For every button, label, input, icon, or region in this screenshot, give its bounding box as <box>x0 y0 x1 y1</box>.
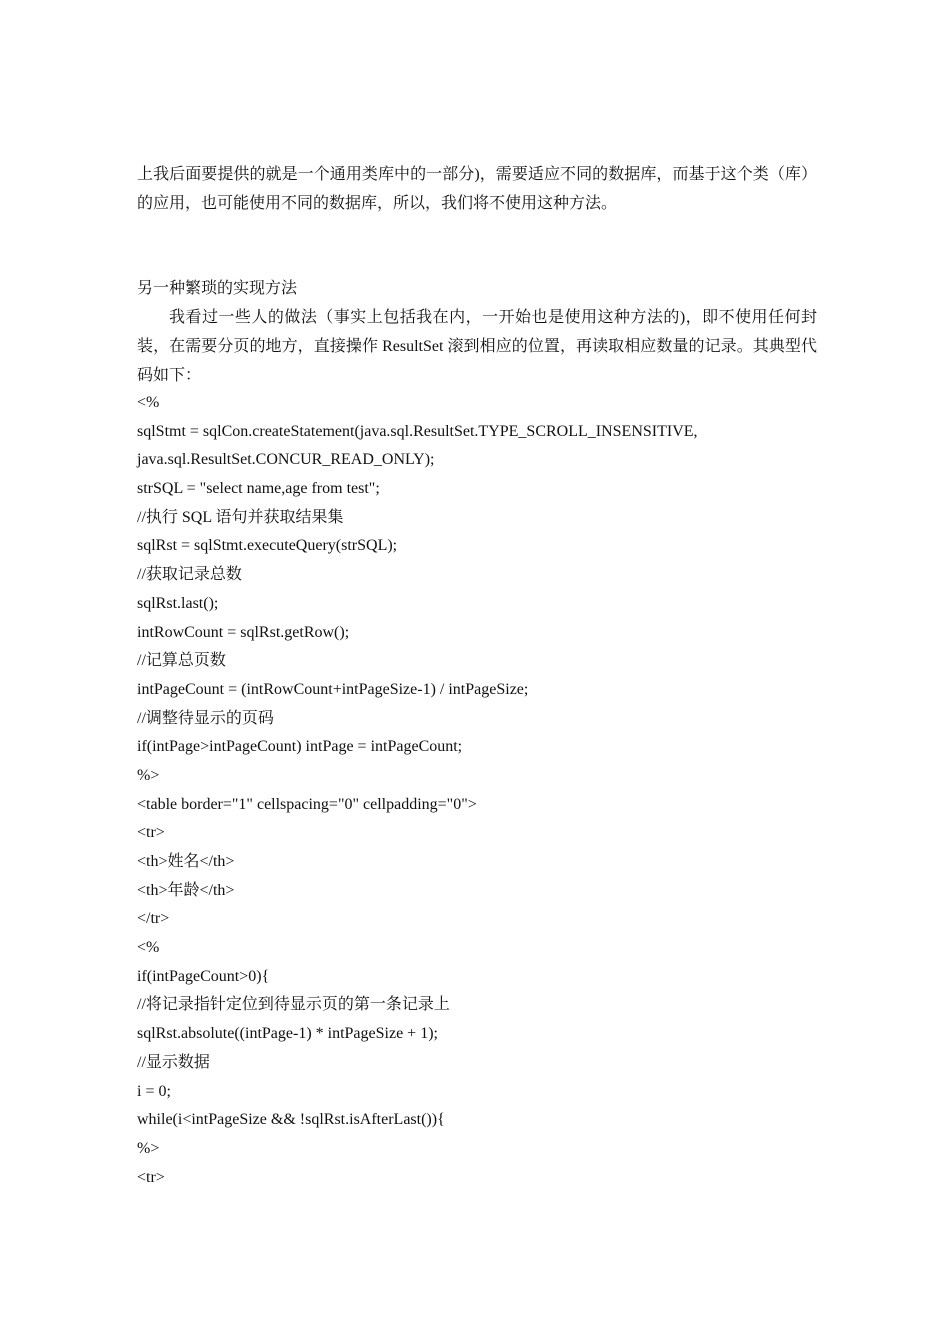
code-line: strSQL = "select name,age from test"; <box>137 480 380 498</box>
code-line: <tr> <box>137 824 165 842</box>
code-line: <th>年龄</th> <box>137 881 235 899</box>
code-line: if(intPageCount>0){ <box>137 967 270 985</box>
code-line: //将记录指针定位到待显示页的第一条记录上 <box>137 996 450 1014</box>
code-line: <th>姓名</th> <box>137 853 235 870</box>
code-line: <tr> <box>137 1168 165 1186</box>
code-line: </tr> <box>137 910 170 928</box>
code-line: java.sql.ResultSet.CONCUR_READ_ONLY); <box>137 451 435 469</box>
code-line: //显示数据 <box>137 1053 210 1071</box>
code-line: while(i<intPageSize && !sqlRst.isAfterLast()){ <box>137 1111 445 1129</box>
code-line: i = 0; <box>137 1082 171 1100</box>
code-line: //获取记录总数 <box>137 566 242 584</box>
code-line: //执行 SQL 语句并获取结果集 <box>137 508 344 526</box>
code-line: //记算总页数 <box>137 652 226 670</box>
code-line: sqlRst.absolute((intPage-1) * intPageSize + 1); <box>137 1025 438 1043</box>
code-line: intPageCount = (intRowCount+intPageSize-1) / intPageSize; <box>137 680 529 698</box>
code-line: <table border="1" cellspacing="0" cellpadding="0"> <box>137 795 477 813</box>
paragraph-intro: 上我后面要提供的就是一个通用类库中的一部分)，需要适应不同的数据库，而基于这个类（库）的应用，也可能使用不同的数据库，所以，我们将不使用这种方法。 <box>137 166 817 212</box>
code-line: if(intPage>intPageCount) intPage = intPageCount; <box>137 738 463 756</box>
code-line: <% <box>137 394 160 411</box>
paragraph-description: 我看过一些人的做法（事实上包括我在内，一开始也是使用这种方法的)，即不使用任何封装，在需要分页的地方，直接操作 ResultSet 滚到相应的位置，再读取相应数量的记录。其典型代码如下： <box>137 309 817 384</box>
code-line: sqlRst = sqlStmt.executeQuery(strSQL); <box>137 537 398 555</box>
code-line: sqlStmt = sqlCon.createStatement(java.sql.ResultSet.TYPE_SCROLL_INSENSITIVE, <box>137 422 698 440</box>
code-line: intRowCount = sqlRst.getRow(); <box>137 623 350 641</box>
code-line: <% <box>137 939 160 957</box>
code-line: %> <box>137 1139 160 1157</box>
code-listing <box>137 389 837 1192</box>
code-line: %> <box>137 766 160 784</box>
code-line: //调整待显示的页码 <box>137 709 274 727</box>
section-heading: 另一种繁琐的实现方法 <box>137 280 298 297</box>
code-line: sqlRst.last(); <box>137 594 219 612</box>
